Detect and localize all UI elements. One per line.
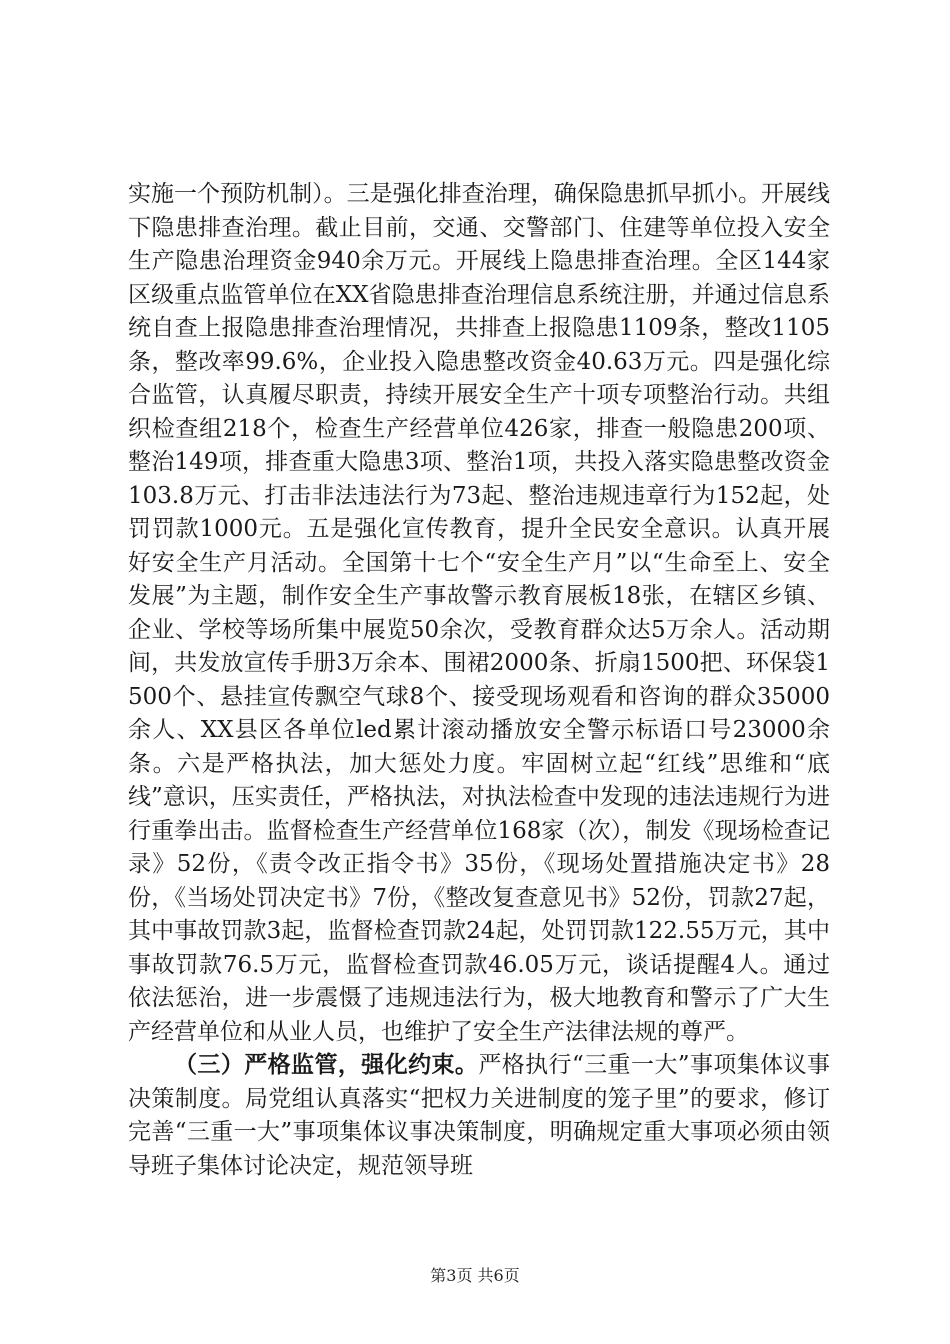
page-footer: 第3页 共6页 — [430, 1266, 520, 1285]
paragraph-1: 实施一个预防机制）。三是强化排查治理，确保隐患抓早抓小。开展线下隐患排查治理。截止目前，交通、交警部门、住建等单位投入安全生产隐患治理资金940余万元。开展线上隐患排查治理。全区144家区级重点监管单位在XX省隐患排查治理信息系统注册，并通过信息系统自查上报隐患排查治理情况，共排查上报隐患1109条，整改1105条，整改率99.6%，企业投入隐患整改资金40.63万元。四是强化综合监管，认真履尽职责，持续开展安全生产十项专项整治行动。共组织检查组218个，检查生产经营单位426家，排查一般隐患200项、整治149项，排查重大隐患3项、整治1项，共投入落实隐患整改资金103.8万元、打击非法违法行为73起、整治违规违章行为152起，处罚罚款1000元。五是强化宣传教育，提升全民安全意识。认真开展好安全生产月活动。全国第十七个“安全生产月”以“生命至上、安全发展”为主题，制作安全生产事故警示教育展板18张，在辖区乡镇、企业、学校等场所集中展览50余次，受教育群众达5万余人。活动期间，共发放宣传手册3万余本、围裙2000条、折扇1500把、环保袋1500个、悬挂宣传飘空气球8个、接受现场观看和咨询的群众35000余人、XX县区各单位led累计滚动播放安全警示标语口号23000余条。六是严格执法，加大惩处力度。牢固树立起“红线”思维和“底线”意识，压实责任，严格执法，对执法检查中发现的违法违规行为进行重拳出击。监督检查生产经营单位168家（次），制发《现场检查记录》52份，《责令改正指令书》35份，《现场处置措施决定书》28份，《当场处罚决定书》7份，《整改复查意见书》52份，罚款27起，其中事故罚款3起，监督检查罚款24起，处罚罚款122.55万元，其中事故罚款76.5万元，监督检查罚款46.05万元，谈话提醒4人。通过依法惩治，进一步震慑了违规违法行为，极大地教育和警示了广大生产经营单位和从业人员，也维护了安全生产法律法规的尊严。 — [128, 181, 830, 1045]
paragraph-2-body: 严格执行“三重一大”事项集体议事决策制度。局党组认真落实“把权力关进制度的笼子里”的要求，修订完善“三重一大”事项集体议事决策制度，明确规定重大事项必须由领导班子集体讨论决定，规范领导班 — [128, 1052, 830, 1179]
section-heading: （三）严格监管，强化约束。 — [174, 1052, 479, 1078]
paragraph-2 — [128, 1049, 830, 1183]
body-text — [128, 178, 830, 1183]
